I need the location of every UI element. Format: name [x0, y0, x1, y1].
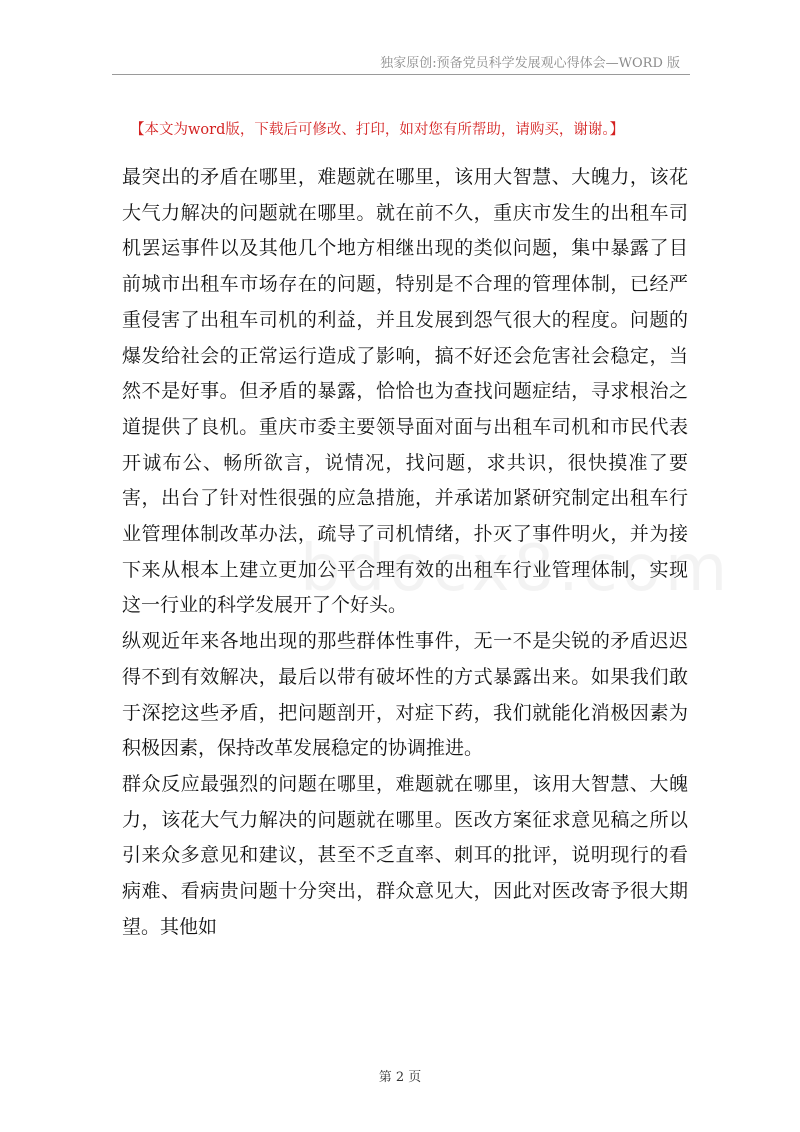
paragraph-1: 最突出的矛盾在哪里，难题就在哪里，该用大智慧、大魄力，该花大气力解决的问题就在哪里。就在前不久，重庆市发生的出租车司机罢运事件以及其他几个地方相继出现的类似问题，集中暴露了目前城市出租车市场存在的问题，特别是不合理的管理体制，已经严重侵害了出租车司机的利益，并且发展到怨气很大的程度。问题的爆发给社会的正常运行造成了影响，搞不好还会危害社会稳定，当然不是好事。但矛盾的暴露，恰恰也为查找问题症结，寻求根治之道提供了良机。重庆市委主要领导面对面与出租车司机和市民代表开诚布公、畅所欲言，说情况，找问题，求共识，很快摸准了要害，出台了针对性很强的应急措施，并承诺加紧研究制定出租车行业管理体制改革办法，疏导了司机情绪，扑灭了事件明火，并为接下来从根本上建立更加公平合理有效的出租车行业管理体制，实现这一行业的科学发展开了个好头。: [122, 166, 688, 617]
header-title: 独家原创:预备党员科学发展观心得体会—WORD 版: [380, 56, 680, 71]
purchase-notice: 【本文为word版，下载后可修改、打印，如对您有所帮助，请购买，谢谢。】: [130, 122, 625, 138]
page-number: 第 2 页: [378, 1070, 422, 1085]
body-text: [122, 160, 688, 945]
paragraph-3: 群众反应最强烈的问题在哪里，难题就在哪里，该用大智慧、大魄力，该花大气力解决的问题就在哪里。医改方案征求意见稿之所以引来众多意见和建议，甚至不乏直率、刺耳的批评，说明现行的看病难、看病贵问题十分突出，群众意见大，因此对医改寄予很大期望。其他如: [122, 772, 688, 938]
header-rule: [112, 74, 690, 75]
paragraph-2: 纵观近年来各地出现的那些群体性事件，无一不是尖锐的矛盾迟迟得不到有效解决，最后以带有破坏性的方式暴露出来。如果我们敢于深挖这些矛盾，把问题剖开，对症下药，我们就能化消极因素为积极因素，保持改革发展稳定的协调推进。: [122, 630, 688, 760]
